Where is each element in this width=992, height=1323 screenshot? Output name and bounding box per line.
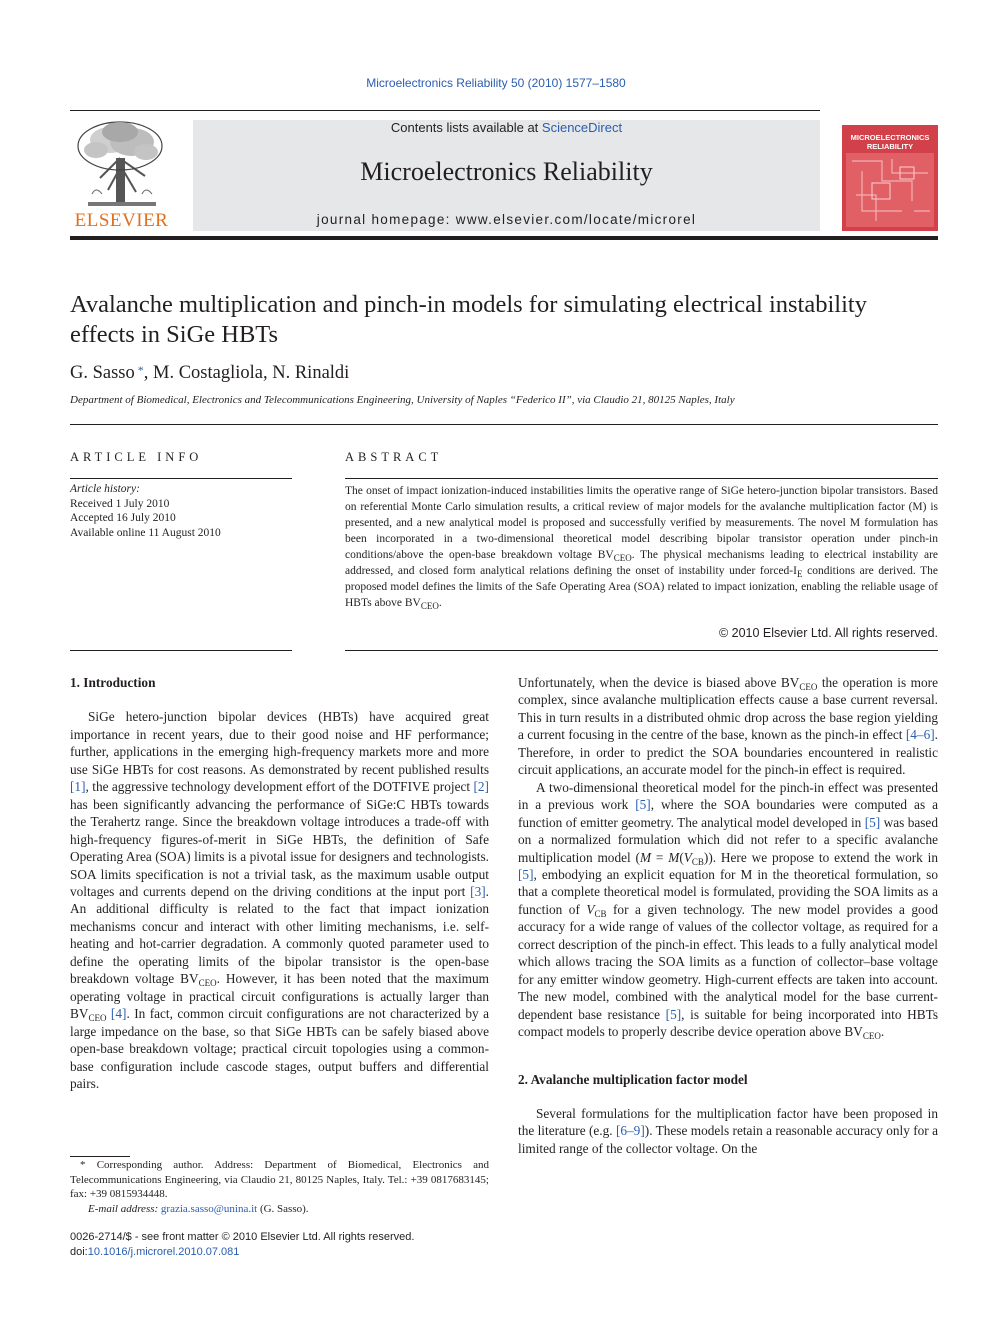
citation-link[interactable]: [1] <box>70 779 86 795</box>
math-var: V <box>683 849 692 865</box>
journal-citation[interactable]: Microelectronics Reliability 50 (2010) 1577–1580 <box>366 76 626 90</box>
citation-link[interactable]: [3] <box>470 883 486 899</box>
text: . However, it has been noted that the maximum operating voltage in practical circuit configurations is actually larger than BV <box>70 971 489 1022</box>
abstract-part: . <box>438 597 442 609</box>
math-var: M <box>639 849 652 865</box>
contents-line <box>193 120 820 135</box>
article-title: Avalanche multiplication and pinch-in models for simulating electrical instability effects in SiGe HBTs <box>70 291 867 348</box>
footnote-mark: * <box>80 1159 97 1171</box>
authors-rest: , M. Costagliola, N. Rinaldi <box>143 363 350 383</box>
text: the operation is more complex, since avalanche multiplication effects cause a base current reversal. This in turn results in a distributed ohmic drop across the base region yielding a current focusing in the centre of the base, known as the pinch-in effect <box>518 675 938 743</box>
math-var: M <box>668 849 680 865</box>
subscript: CB <box>594 908 607 919</box>
elsevier-logo <box>70 118 173 232</box>
issn-line: 0026-2714/$ - see front matter © 2010 Elsevier Ltd. All rights reserved. <box>70 1231 415 1243</box>
journal-title: Microelectronics Reliability <box>360 157 653 186</box>
subscript: CEO <box>420 601 439 611</box>
author-sasso[interactable]: G. Sasso <box>70 363 135 383</box>
abstract-rule <box>345 478 938 479</box>
right-paragraph-3 <box>518 1105 938 1157</box>
subscript: CEO <box>799 682 818 692</box>
history-label: Article history: <box>70 483 140 495</box>
corresponding-footnote <box>70 1158 489 1216</box>
citation-link[interactable]: [5] <box>665 1006 682 1022</box>
text: Unfortunately, when the device is biased above BV <box>518 675 800 690</box>
article-history <box>70 482 221 540</box>
email-label: E-mail address: <box>88 1202 159 1215</box>
section-heading-avalanche: 2. Avalanche multiplication factor model <box>518 1071 748 1087</box>
author-email-link[interactable]: grazia.sasso@unina.it <box>160 1202 258 1215</box>
article-info-rule <box>70 478 292 479</box>
footnote-text: Corresponding author. Address: Department of Biomedical, Electronics and Telecommunications Engineering, via Claudio 21, 80125 Naples, Italy. Tel.: +39 0817683145; fax: +39 0815934448. <box>70 1159 489 1200</box>
accepted-date: Accepted 16 July 2010 <box>70 512 176 524</box>
right-paragraph-1 <box>518 674 938 779</box>
abstract-part: . The physical mechanisms leading to electrical instability are addressed, and closed form analytical relations defining the onset of instability under forced-I <box>345 549 939 577</box>
subscript: CEO <box>198 978 217 989</box>
subscript: CEO <box>862 1031 881 1042</box>
elsevier-tree-icon <box>70 118 173 210</box>
text: )). Here we propose to extend the work in <box>703 849 938 865</box>
doi-label: doi: <box>70 1245 88 1258</box>
text: . Therefore, in order to predict the SOA boundaries encountered in realistic circuit applications, an accurate model for the pinch-in effect is required. <box>518 727 938 778</box>
text: A two-dimensional theoretical model for the pinch-in effect was presented in a previous work <box>518 779 938 813</box>
abstract-bottom-rule <box>345 650 938 651</box>
subscript: CEO <box>88 1013 107 1024</box>
masthead-thick-rule <box>70 236 938 240</box>
text: . In fact, common circuit configurations are not characterized by a large impedance on the base, so that SiGe HBTs can be safely biased above open-base breakdown voltage; practical circuit topologies using a common-base configuration include cascode stages, output buffers and differential pairs. <box>70 1006 489 1091</box>
contents-prefix: Contents lists available at <box>390 120 542 135</box>
left-column <box>70 674 489 1092</box>
text: . An additional difficulty is related to the fact that impact ionization mechanisms concur and interact with other limiting mechanisms, i.e. self-heating and hot-carrier degradation. A commonly quoted parameter used to define the operating limits of the bipolar transistor is the open-base breakdown voltage BV <box>70 883 489 987</box>
journal-cover <box>842 111 938 231</box>
elsevier-wordmark: ELSEVIER <box>74 210 169 231</box>
citation-link[interactable]: [4] <box>110 1006 127 1022</box>
article-info-heading: ARTICLE INFO <box>70 450 203 464</box>
citation-link[interactable]: [5] <box>864 814 881 830</box>
cover-title-line2: RELIABILITY <box>866 142 914 151</box>
citation-link[interactable]: [5] <box>518 866 534 882</box>
text: ). These models retain a reasonable accuracy only for a limited range of the collector voltage. On the <box>518 1123 938 1156</box>
authors <box>70 363 349 384</box>
text: . <box>880 1024 885 1040</box>
abstract-text <box>345 483 938 611</box>
text: , the aggressive technology development effort of the DOTFIVE project <box>85 779 474 795</box>
received-date: Received 1 July 2010 <box>70 497 170 510</box>
citation-link[interactable]: [5] <box>635 797 651 813</box>
text: for a given technology. The new model provides a good accuracy for a wide range of values of the collector voltage, as required for a correct description of the pinch-in effect. This leads to a fully analytical model which allows tracing the SOA limits as a function of collector–base voltage for any emitter window geometry. High-current effects are taken into account. The new model, combined with the analytical model for the base current-dependent base resistance <box>518 901 938 1022</box>
text: = <box>651 849 669 865</box>
math-var: V <box>586 901 595 917</box>
right-column <box>518 674 938 1157</box>
intro-paragraph <box>70 708 489 1092</box>
text: , embodying an explicit equation for M in the theoretical formulation, so that a complete theoretical model is formulated, providing the SOA limits as a function of <box>518 866 938 917</box>
citation-link[interactable]: [4–6] <box>905 727 935 743</box>
text: ( <box>679 849 684 865</box>
doi-link[interactable]: 10.1016/j.microrel.2010.07.081 <box>87 1245 240 1258</box>
cover-circuit-icon <box>842 111 938 231</box>
abstract-part: conditions are derived. The proposed model defines the limits of the Safe Operating Area (SOA) related to impact ionization, enabling the reliable usage of HBTs above BV <box>345 565 939 609</box>
affiliation: Department of Biomedical, Electronics and Telecommunications Engineering, University of Naples “Federico II”, via Claudio 21, 80125 Naples, Italy <box>70 394 735 406</box>
sciencedirect-link[interactable]: ScienceDirect <box>541 120 623 135</box>
copyright-notice: © 2010 Elsevier Ltd. All rights reserved. <box>718 626 938 640</box>
corresponding-author-mark[interactable]: * <box>134 363 144 377</box>
journal-homepage[interactable]: journal homepage: www.elsevier.com/locate/microrel <box>316 212 697 227</box>
text: has been significantly advancing the performance of SiGe:C HBTs towards the Terahertz range. Since the breakdown voltage introduces a trade-off with high-frequency figures-of-merit in SiGe HBTs, the definition of Safe Operating Area (SOA) limits is a pivotal issue for designers and technologists. SOA limits specification is not a trivial task, as the maximum usable output voltages and currents depend on the driving conditions at the input port <box>70 796 489 899</box>
right-paragraph-2 <box>518 779 938 1041</box>
subscript: E <box>796 569 803 579</box>
footnote-rule <box>70 1156 130 1157</box>
header-rule <box>70 110 820 111</box>
subscript: CB <box>691 856 704 867</box>
online-date: Available online 11 August 2010 <box>70 526 221 539</box>
text: Several formulations for the multiplication factor have been proposed in the literature (e.g. <box>518 1105 938 1139</box>
text: , is suitable for being incorporated into HBTs compact models to properly describe device operation above BV <box>518 1006 938 1040</box>
text: , where the SOA boundaries were computed as a function of emitter geometry. The analytical model developed in <box>518 797 938 830</box>
article-info-bottom-rule <box>70 650 292 651</box>
title-block-rule <box>70 424 938 425</box>
abstract-part: The onset of impact ionization-induced instabilities limits the operative range of SiGe hetero-junction bipolar transistors. Based on referential Monte Carlo simulation results, a critical review of major models for the avalanche multiplication factor (M) is presented, and a new analytical model is proposed and successfully verified by measurements. The novel M formulation has been incorporated in a two-dimensional theoretical model describing bipolar transistor operation under pinch-in conditions/above the open-base breakdown voltage BV <box>345 485 938 561</box>
abstract-heading: ABSTRACT <box>345 450 443 464</box>
citation-link[interactable]: [2] <box>473 779 489 795</box>
doi-line <box>70 1245 414 1260</box>
cover-title-line1: MICROELECTRONICS <box>850 133 930 142</box>
text: was based on a normalized formulation which did not refer to a specific avalanche multiplication model ( <box>518 814 938 865</box>
text: SiGe hetero-junction bipolar devices (HBTs) have acquired great importance in recent years, due to their good noise and HF performance; further, applications in the emerging high-frequency markets more and more use SiGe HBTs for cost reasons. As demonstrated by recent published results <box>70 709 489 777</box>
email-name: (G. Sasso). <box>257 1202 309 1215</box>
subscript: CEO <box>613 553 632 563</box>
section-heading-introduction: 1. Introduction <box>70 675 156 690</box>
front-matter <box>70 1230 414 1259</box>
citation-link[interactable]: [6–9] <box>615 1123 645 1139</box>
